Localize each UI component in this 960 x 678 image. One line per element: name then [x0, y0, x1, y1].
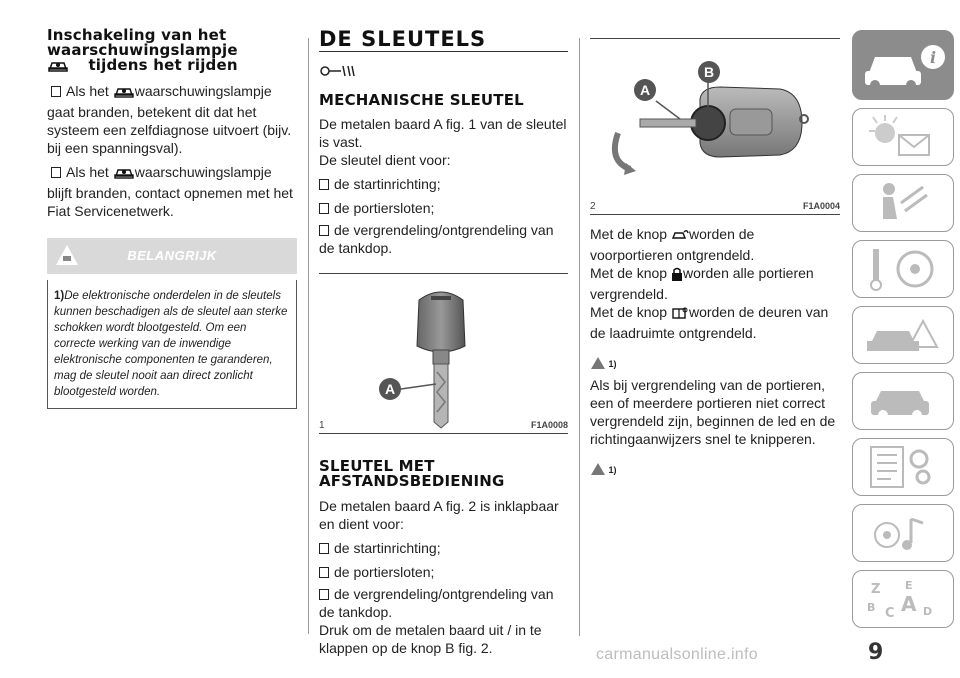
key-symbol-icon [319, 62, 568, 85]
warning-box [47, 280, 297, 409]
callout-a: A [634, 79, 656, 101]
bullet-square [51, 86, 61, 97]
page-number: 9 [868, 640, 884, 665]
column-divider [579, 38, 580, 636]
section-heading-mechanical-key: MECHANISCHE SLEUTEL [319, 91, 524, 109]
figure-caption: 1 F1A0008 [319, 420, 568, 434]
warning-text: 1)De elektronische onderdelen in de sleutels kunnen beschadigen als de sleutel aan sterke schokken wordt blootgesteld. Om een correcte werking van de inwendige elektronische componenten te garanderen, mag de sleutel nooit aan direct zonlicht blootgesteld worden. [54, 290, 288, 398]
callout-b: B [698, 61, 720, 83]
immobilizer-warning-icon [113, 166, 135, 184]
figure-caption: 2 F1A0004 [590, 201, 840, 215]
bullet-square [51, 167, 61, 178]
car-breakdown-icon [853, 307, 953, 363]
paragraph: Met de knop worden alle portieren vergrendeld. [590, 265, 814, 302]
tab-starting-driving[interactable] [852, 240, 954, 298]
column-3 [590, 28, 840, 478]
tab-index[interactable] [852, 570, 954, 628]
list-gear-icon [853, 439, 953, 495]
immobilizer-warning-icon [113, 85, 135, 103]
svg-text:A: A [901, 592, 917, 616]
chapter-tabs [852, 30, 954, 636]
figure-2 [590, 38, 840, 211]
multimedia-note-icon [853, 505, 953, 561]
warning-triangle-icon [590, 462, 606, 478]
warning-reference: 1) [590, 462, 840, 478]
alphabet-index-icon [853, 571, 953, 627]
figure-1 [319, 273, 568, 439]
tab-emergency[interactable] [852, 306, 954, 364]
seat-airbag-icon [853, 175, 953, 231]
list-item: de startinrichting; [319, 539, 568, 557]
mechanical-key-illustration [319, 282, 568, 432]
svg-text:D: D [923, 605, 933, 618]
tab-warning-lights[interactable] [852, 108, 954, 166]
paragraph: Als bij vergrendeling van de portieren, een of meerdere portieren niet correct vergrendeld zijn, beginnen de led en de richtingaanwijzers snel te knipperen. [590, 377, 836, 447]
svg-text:Z: Z [871, 582, 881, 597]
list-item: de portiersloten; [319, 563, 568, 581]
column-1 [47, 28, 297, 409]
section-heading-remote-key: SLEUTEL MET AFSTANDSBEDIENING [319, 457, 505, 490]
unlock-load-compartment-icon [671, 306, 689, 324]
immobilizer-warning-icon [47, 59, 69, 76]
warning-label: BELANGRIJK [127, 248, 217, 263]
column-divider [308, 38, 309, 634]
page-title: DE SLEUTELS [319, 28, 568, 52]
paragraph: Als het waarschuwingslampje gaat branden, betekent dit dat het systeem een zelfdiagnose uitvoert (bijv. bij een spanningsval). [47, 83, 292, 156]
paragraph: De sleutel dient voor: [319, 152, 451, 168]
column-2 [319, 28, 568, 657]
tab-car-info[interactable] [852, 30, 954, 100]
warning-triangle-icon [590, 356, 606, 372]
paragraph: Als het waarschuwingslampje blijft branden, contact opnemen met het Fiat Servicenetwerk. [47, 164, 293, 219]
svg-text:B: B [867, 601, 876, 614]
paragraph: Met de knop worden de deuren van de laadruimte ontgrendeld. [590, 304, 829, 341]
svg-text:C: C [885, 606, 895, 621]
list-item: de vergrendeling/ontgrendeling van de tankdop. [319, 586, 554, 620]
warning-banner [47, 238, 297, 274]
unlock-front-doors-icon [671, 228, 689, 246]
car-info-icon [853, 31, 953, 99]
tab-safety[interactable] [852, 174, 954, 232]
key-steering-wheel-icon [853, 241, 953, 297]
list-item: de portiersloten; [319, 199, 568, 217]
paragraph: Druk om de metalen baard uit / in te klappen op de knop B fig. 2. [319, 622, 542, 656]
svg-text:i: i [930, 48, 937, 67]
paragraph: Met de knop worden de voorportieren ontgrendeld. [590, 226, 755, 263]
list-item: de vergrendeling/ontgrendeling van de tankdop. [319, 222, 554, 256]
warning-reference: 1) [590, 356, 840, 372]
svg-text:E: E [905, 579, 913, 592]
callout-a: A [379, 378, 401, 400]
tab-technical-data[interactable] [852, 438, 954, 496]
car-maintenance-icon [853, 373, 953, 429]
list-item: de startinrichting; [319, 175, 568, 193]
watermark: carmanualsonline.info [596, 646, 758, 663]
tab-maintenance[interactable] [852, 372, 954, 430]
section-heading-warning-light: Inschakeling van het waarschuwingslampje tijdens het rijden [47, 26, 238, 74]
tab-multimedia[interactable] [852, 504, 954, 562]
paragraph: De metalen baard A fig. 2 is inklapbaar en dient voor: [319, 498, 559, 532]
lock-icon [671, 267, 683, 285]
warning-lights-message-icon [853, 109, 953, 165]
paragraph: De metalen baard A fig. 1 van de sleutel is vast. [319, 116, 567, 150]
